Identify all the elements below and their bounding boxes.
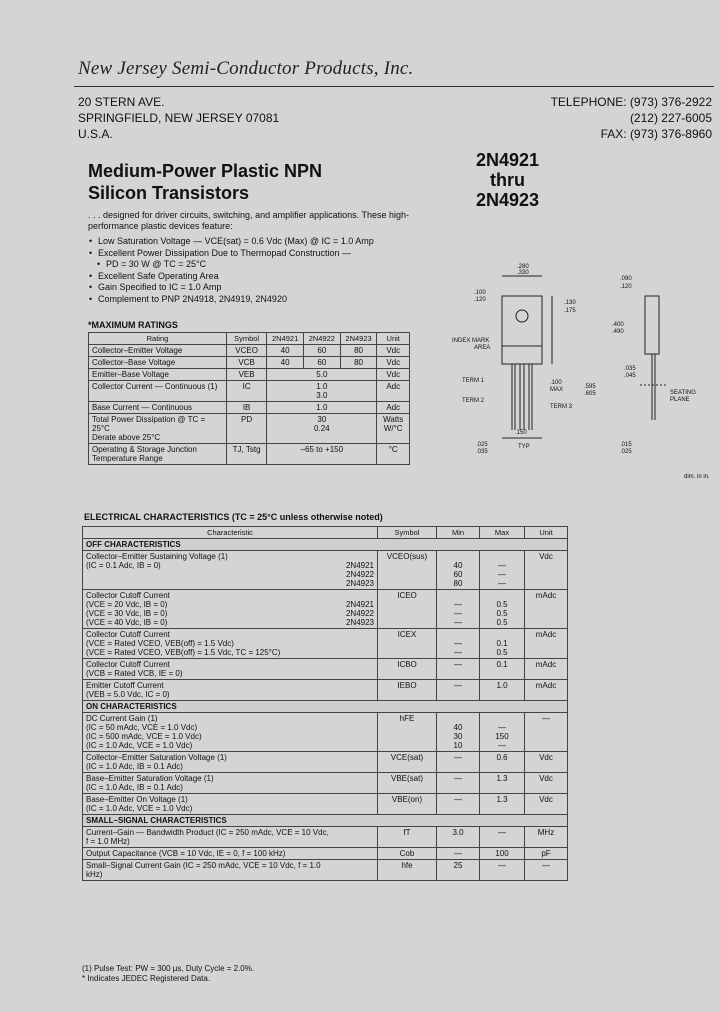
col-max: Max: [480, 527, 525, 539]
min-value: 40 60 80: [437, 551, 480, 590]
rating-unit: Adc: [377, 381, 410, 402]
col-unit: Unit: [377, 333, 410, 345]
characteristic-symbol: hfe: [378, 860, 437, 881]
min-value: 25: [437, 860, 480, 881]
package-tab: [502, 296, 542, 346]
max-value: 1.3: [480, 794, 525, 815]
unit-value: Vdc: [525, 773, 568, 794]
min-value: —: [437, 848, 480, 860]
max-value: 100: [480, 848, 525, 860]
footnote-jedec: * Indicates JEDEC Registered Data.: [82, 974, 211, 983]
feature-item: • Excellent Power Dissipation Due to Thermopad Construction —: [98, 248, 374, 260]
rating-name: Collector–Base Voltage: [89, 357, 227, 369]
characteristic-row: [83, 680, 568, 701]
dim-label: TYP: [518, 444, 530, 450]
rating-symbol: IB: [226, 402, 266, 414]
footnote-pulse-test: (1) Pulse Test: PW = 300 µs, Duty Cycle = 2.0%.: [82, 964, 255, 973]
term-label: TERM 1: [462, 378, 485, 384]
seating-plane-label: SEATING: [670, 390, 696, 396]
characteristic-symbol: hFE: [378, 713, 437, 752]
feature-item: • Complement to PNP 2N4918, 2N4919, 2N4920: [98, 294, 374, 306]
characteristic-row: [83, 773, 568, 794]
characteristic-row: [83, 551, 568, 590]
seating-plane-label: PLANE: [670, 397, 690, 403]
dim-label: .025: [476, 442, 488, 448]
index-mark-label: AREA: [474, 345, 491, 351]
package-outline-drawing: [440, 260, 720, 480]
unit-value: mAdc: [525, 629, 568, 659]
characteristic-symbol: fT: [378, 827, 437, 848]
dim-label: .330: [517, 270, 529, 276]
rating-value: –65 to +150: [267, 444, 377, 465]
part-number-list: [335, 680, 378, 701]
characteristic-symbol: ICEX: [378, 629, 437, 659]
company-address: [78, 94, 279, 142]
max-rating-row: [89, 369, 410, 381]
characteristic-name: Emitter Cutoff Current (VEB = 5.0 Vdc, IC = 0): [83, 680, 336, 701]
unit-value: mAdc: [525, 590, 568, 629]
characteristic-name: DC Current Gain (1) (IC = 50 mAdc, VCE = 1.0 Vdc) (IC = 500 mAdc, VCE = 1.0 Vdc) (IC = 1.0 Adc, VCE = 1.0 Vdc): [83, 713, 336, 752]
characteristic-name: Collector Cutoff Current (VCE = Rated VCEO, VEB(off) = 1.5 Vdc) (VCE = Rated VCEO, VEB(off) = 1.5 Vdc, TC = 125°C): [83, 629, 336, 659]
max-rating-row: [89, 357, 410, 369]
feature-item: • PD = 30 W @ TC = 25°C: [98, 259, 374, 271]
section-title: SMALL–SIGNAL CHARACTERISTICS: [83, 815, 568, 827]
dim-label: .035: [476, 449, 488, 455]
characteristic-name: Collector–Emitter Sustaining Voltage (1) (IC = 0.1 Adc, IB = 0): [83, 551, 336, 590]
dim-label: .175: [564, 308, 576, 314]
rating-name: Operating & Storage Junction Temperature Range: [89, 444, 227, 465]
rating-name: Emitter–Base Voltage: [89, 369, 227, 381]
dim-label: .100: [474, 290, 486, 296]
characteristic-row: [83, 659, 568, 680]
characteristic-row: [83, 848, 568, 860]
rating-symbol: IC: [226, 381, 266, 402]
rating-value: 80: [340, 345, 377, 357]
mounting-hole: [516, 310, 528, 322]
characteristic-name: Output Capacitance (VCB = 10 Vdc, IE = 0, f = 100 kHz): [83, 848, 336, 860]
rating-unit: Adc: [377, 402, 410, 414]
characteristic-row: [83, 713, 568, 752]
min-value: 40 30 10: [437, 713, 480, 752]
min-value: — —: [437, 629, 480, 659]
max-rating-row: [89, 444, 410, 465]
max-value: 0.1 0.5: [480, 629, 525, 659]
company-name: New Jersey Semi-Conductor Products, Inc.: [78, 58, 414, 79]
max-rating-row: [89, 402, 410, 414]
dim-label: .130: [564, 300, 576, 306]
max-value: 0.6: [480, 752, 525, 773]
section-row: [83, 815, 568, 827]
part-number-list: [335, 773, 378, 794]
rating-symbol: VCB: [226, 357, 266, 369]
min-value: —: [437, 794, 480, 815]
part-number-list: [335, 794, 378, 815]
part-from: 2N4921: [476, 150, 540, 170]
max-ratings-heading: *MAXIMUM RATINGS: [88, 320, 178, 330]
rating-unit: °C: [377, 444, 410, 465]
part-number-list: 2N4921 2N4922 2N4923: [335, 551, 378, 590]
min-value: —: [437, 752, 480, 773]
electrical-heading: ELECTRICAL CHARACTERISTICS (TC = 25°C unless otherwise noted): [84, 512, 383, 522]
unit-value: mAdc: [525, 659, 568, 680]
electrical-header-row: [83, 527, 568, 539]
col-2n4923: 2N4923: [340, 333, 377, 345]
address-line-2: SPRINGFIELD, NEW JERSEY 07081: [78, 111, 280, 125]
rating-value: 40: [267, 345, 304, 357]
rating-value: 1.0 3.0: [267, 381, 377, 402]
characteristic-name: Small–Signal Current Gain (IC = 250 mAdc, VCE = 10 Vdc, f = 1.0 kHz): [83, 860, 336, 881]
index-mark-label: INDEX MARK: [452, 338, 490, 344]
footnotes: [82, 964, 254, 984]
rating-name: Total Power Dissipation @ TC = 25°C Derate above 25°C: [89, 414, 227, 444]
feature-item: • Gain Specified to IC = 1.0 Amp: [98, 282, 374, 294]
col-symbol: Symbol: [226, 333, 266, 345]
characteristic-symbol: ICEO: [378, 590, 437, 629]
address-line-3: U.S.A.: [78, 127, 113, 141]
dim-label: .400: [612, 322, 624, 328]
max-value: 0.5 0.5 0.5: [480, 590, 525, 629]
rating-symbol: VCEO: [226, 345, 266, 357]
part-number-list: [335, 752, 378, 773]
rating-value: 30 0.24: [267, 414, 377, 444]
col-symbol: Symbol: [378, 527, 437, 539]
part-number-list: [335, 659, 378, 680]
rating-value: 60: [303, 357, 340, 369]
unit-value: —: [525, 713, 568, 752]
electrical-characteristics-table: [82, 526, 568, 881]
package-body: [502, 346, 542, 364]
rating-value: 80: [340, 357, 377, 369]
feature-item: • Low Saturation Voltage — VCE(sat) = 0.6 Vdc (Max) @ IC = 1.0 Amp: [98, 236, 374, 248]
characteristic-symbol: VBE(sat): [378, 773, 437, 794]
min-value: —: [437, 659, 480, 680]
max-value: —: [480, 827, 525, 848]
characteristic-symbol: VCE(sat): [378, 752, 437, 773]
part-number-list: [335, 629, 378, 659]
part-number-list: [335, 713, 378, 752]
rating-value: 5.0: [267, 369, 377, 381]
rating-name: Base Current — Continuous: [89, 402, 227, 414]
characteristic-row: [83, 827, 568, 848]
max-rating-row: [89, 414, 410, 444]
rating-unit: Vdc: [377, 345, 410, 357]
unit-value: MHz: [525, 827, 568, 848]
min-value: —: [437, 773, 480, 794]
unit-value: —: [525, 860, 568, 881]
characteristic-symbol: IEBO: [378, 680, 437, 701]
rating-value: 1.0: [267, 402, 377, 414]
unit-value: Vdc: [525, 551, 568, 590]
max-ratings-header-row: [89, 333, 410, 345]
dim-label: .025: [620, 449, 632, 455]
dim-label: .280: [517, 264, 529, 270]
col-unit: Unit: [525, 527, 568, 539]
dim-label: .090: [620, 276, 632, 282]
characteristic-symbol: Cob: [378, 848, 437, 860]
part-number-list: 2N4921 2N4922 2N4923: [335, 590, 378, 629]
dim-label: .490: [612, 329, 624, 335]
contact-phones: [551, 94, 712, 142]
feature-item: • Excellent Safe Operating Area: [98, 271, 374, 283]
section-row: [83, 539, 568, 551]
side-view-body: [645, 296, 659, 354]
max-ratings-table: [88, 332, 410, 465]
dim-label: .120: [474, 297, 486, 303]
rating-value: 60: [303, 345, 340, 357]
col-characteristic: Characteristic: [83, 527, 378, 539]
max-value: —: [480, 860, 525, 881]
dim-label: .035: [624, 366, 636, 372]
rating-symbol: PD: [226, 414, 266, 444]
dim-label: .120: [620, 284, 632, 290]
min-value: —: [437, 680, 480, 701]
col-min: Min: [437, 527, 480, 539]
characteristic-symbol: VCEO(sus): [378, 551, 437, 590]
characteristic-name: Current–Gain — Bandwidth Product (IC = 250 mAdc, VCE = 10 Vdc, f = 1.0 MHz): [83, 827, 336, 848]
dim-label: MAX: [550, 387, 564, 393]
characteristic-row: [83, 752, 568, 773]
header-divider: [74, 86, 714, 87]
unit-value: mAdc: [525, 680, 568, 701]
rating-value: 40: [267, 357, 304, 369]
max-value: — 150 —: [480, 713, 525, 752]
unit-value: Vdc: [525, 794, 568, 815]
rating-unit: Vdc: [377, 369, 410, 381]
dim-label: .150: [515, 430, 527, 436]
section-row: [83, 701, 568, 713]
characteristic-name: Collector Cutoff Current (VCE = 20 Vdc, IB = 0) (VCE = 30 Vdc, IB = 0) (VCE = 40 Vdc, IB = 0): [83, 590, 336, 629]
characteristic-symbol: VBE(on): [378, 794, 437, 815]
telephone-1: TELEPHONE: (973) 376-2922: [550, 95, 712, 109]
characteristic-symbol: ICBO: [378, 659, 437, 680]
dim-label: .015: [620, 442, 632, 448]
characteristic-name: Collector Cutoff Current (VCB = Rated VCB, IE = 0): [83, 659, 336, 680]
max-value: 1.0: [480, 680, 525, 701]
dim-label: .100: [550, 380, 562, 386]
characteristic-row: [83, 794, 568, 815]
part-numbers: [476, 150, 539, 210]
max-rating-row: [89, 381, 410, 402]
characteristic-name: Base–Emitter Saturation Voltage (1) (IC = 1.0 Adc, IB = 0.1 Adc): [83, 773, 336, 794]
rating-name: Collector Current — Continuous (1): [89, 381, 227, 402]
rating-name: Collector–Emitter Voltage: [89, 345, 227, 357]
characteristic-name: Base–Emitter On Voltage (1) (IC = 1.0 Adc, VCE = 1.0 Vdc): [83, 794, 336, 815]
characteristic-row: [83, 590, 568, 629]
part-number-list: [335, 848, 378, 860]
unit-value: pF: [525, 848, 568, 860]
dim-label: .605: [584, 391, 596, 397]
col-2n4921: 2N4921: [267, 333, 304, 345]
characteristic-name: Collector–Emitter Saturation Voltage (1) (IC = 1.0 Adc, IB = 0.1 Adc): [83, 752, 336, 773]
term-label: TERM 2: [462, 398, 485, 404]
max-value: 1.3: [480, 773, 525, 794]
characteristic-row: [83, 860, 568, 881]
dim-label: .595: [584, 384, 596, 390]
feature-list: [88, 236, 374, 306]
part-to: 2N4923: [476, 190, 540, 210]
part-number-list: [335, 860, 378, 881]
rating-symbol: VEB: [226, 369, 266, 381]
col-2n4922: 2N4922: [303, 333, 340, 345]
rating-unit: Vdc: [377, 357, 410, 369]
col-rating: Rating: [89, 333, 227, 345]
intro-text: . . . designed for driver circuits, switching, and amplifier applications. These high-performance plastic devices feature:: [88, 210, 409, 231]
max-value: 0.1: [480, 659, 525, 680]
rating-symbol: TJ, Tstg: [226, 444, 266, 465]
part-thru: thru: [490, 170, 526, 190]
fax: FAX: (973) 376-8960: [600, 127, 712, 141]
term-label: TERM 3: [550, 404, 573, 410]
characteristic-row: [83, 629, 568, 659]
rating-unit: Watts W/°C: [377, 414, 410, 444]
telephone-2: (212) 227-6005: [629, 111, 712, 125]
address-line-1: 20 STERN AVE.: [78, 95, 165, 109]
section-title: OFF CHARACTERISTICS: [83, 539, 568, 551]
max-rating-row: [89, 345, 410, 357]
title-line-1: Medium-Power Plastic NPN: [88, 161, 323, 181]
max-value: — — —: [480, 551, 525, 590]
min-value: 3.0: [437, 827, 480, 848]
unit-value: Vdc: [525, 752, 568, 773]
dim-label: .045: [624, 373, 636, 379]
dimension-units-note: dim. in in.: [684, 474, 710, 480]
title-line-2: Silicon Transistors: [88, 183, 250, 203]
min-value: — — —: [437, 590, 480, 629]
section-title: ON CHARACTERISTICS: [83, 701, 568, 713]
document-title: [88, 160, 322, 204]
part-number-list: [335, 827, 378, 848]
